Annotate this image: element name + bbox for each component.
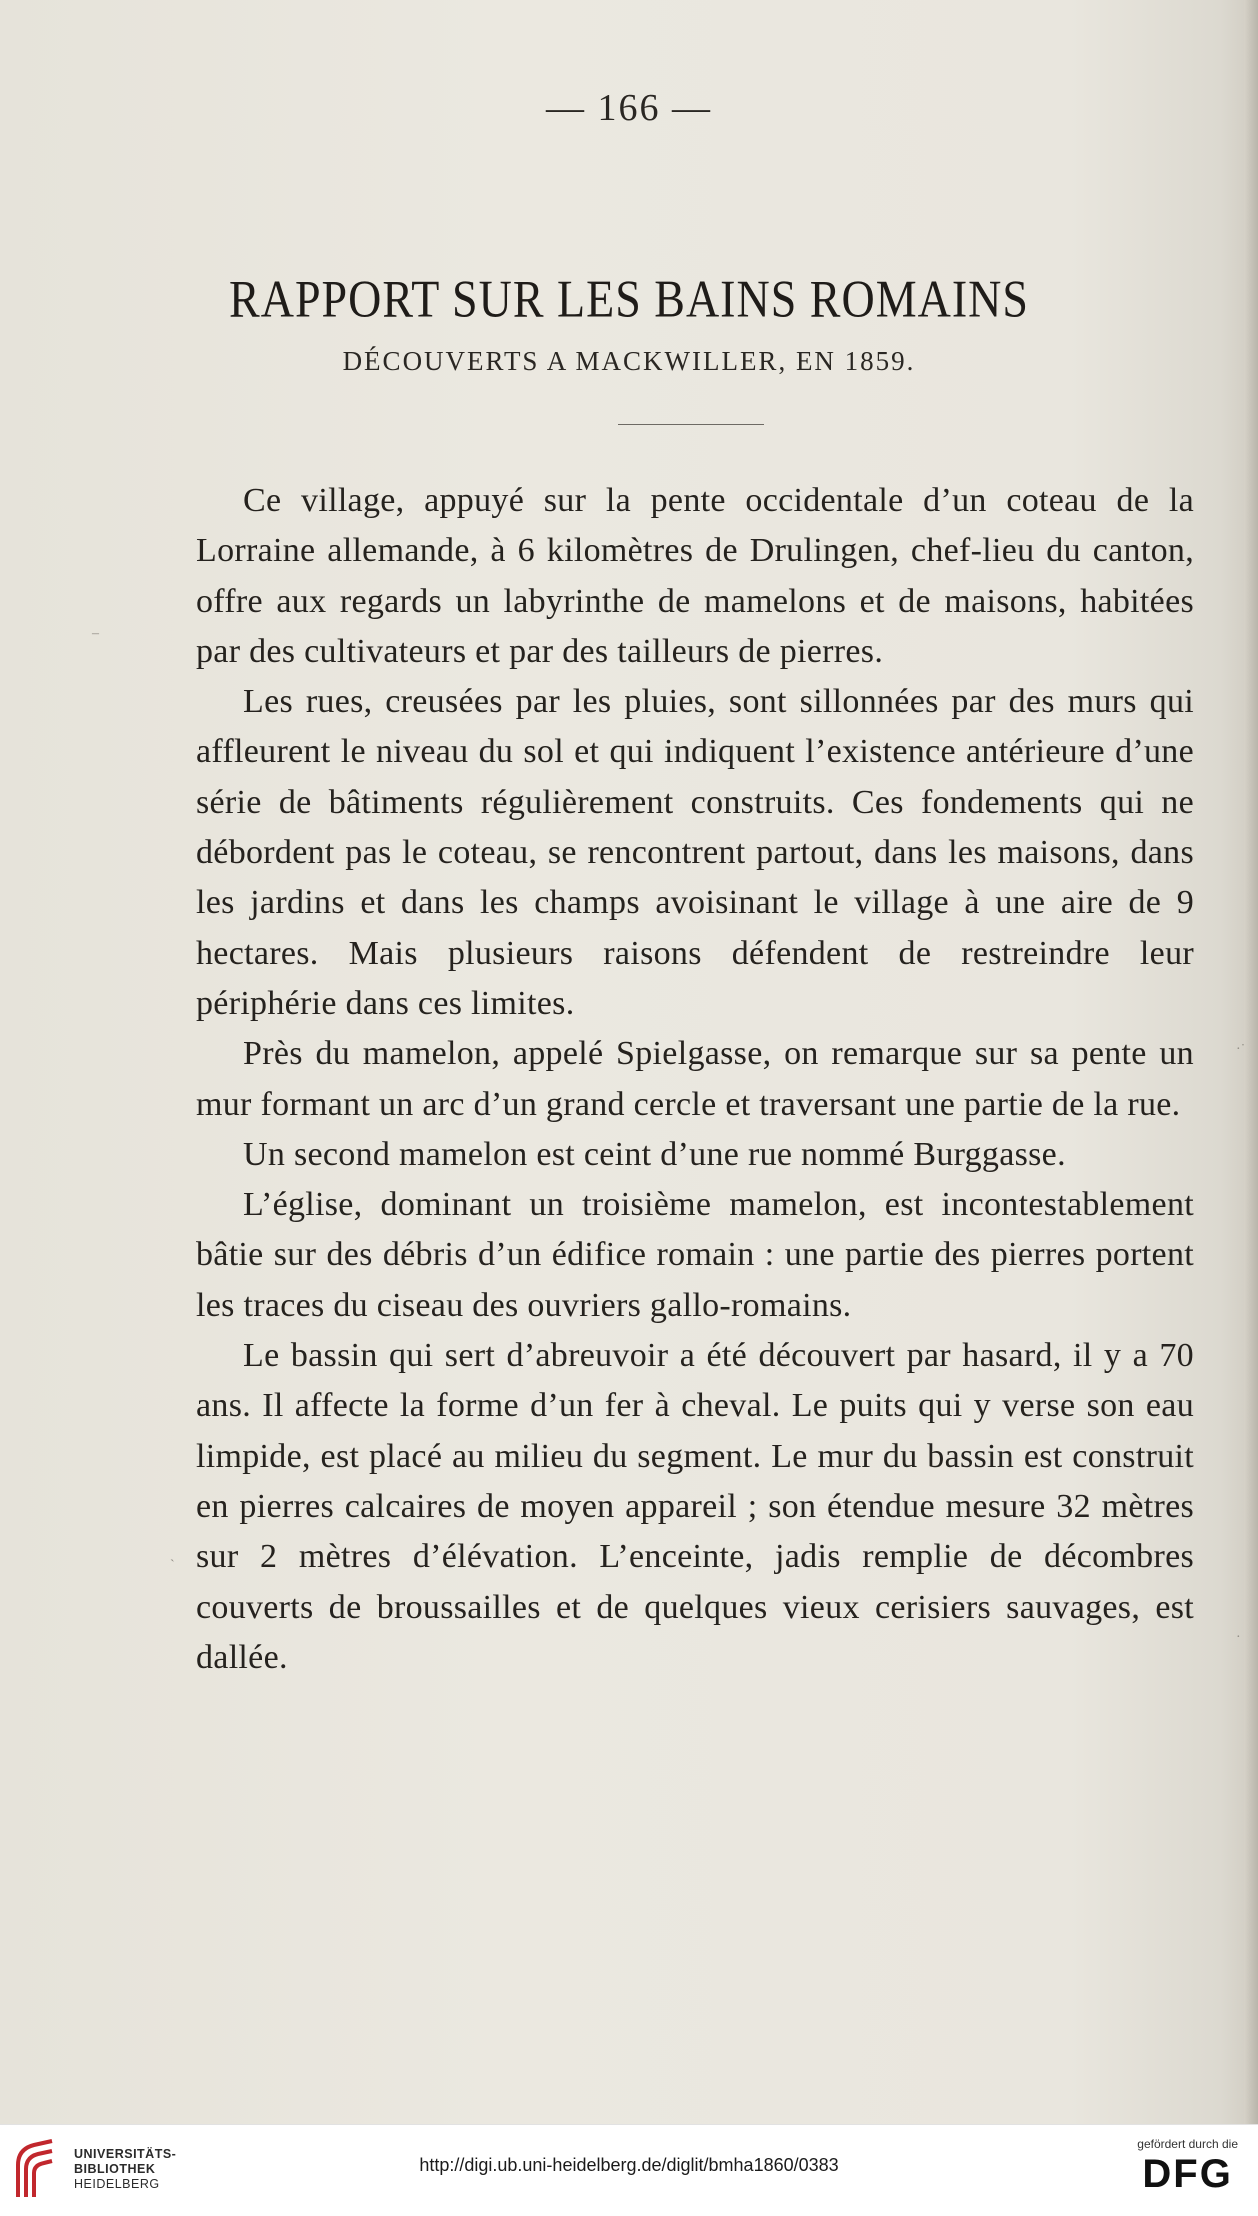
page-number: — 166 —: [546, 87, 712, 129]
institution-line: BIBLIOTHEK: [74, 2162, 156, 2176]
viewer-footer: [0, 2124, 1258, 2216]
dfg-logo: DFG: [1142, 2152, 1233, 2196]
margin-mark: –: [92, 626, 99, 641]
paragraph-6: Le bassin qui sert d’abreuvoir a été découvert par hasard, il y a 70 ans. Il affecte la forme d’un fer à cheval. Le puits qui y verse son eau limpide, est placé au milieu du segment. Le mur du bassin est construit en pierres calcaires de moyen appareil ; son étendue mesure 32 mètres sur 2 mètres d’élévation. L’enceinte, jadis remplie de décombres couverts de broussailles et de quelques vieux cerisiers sauvages, est dallée.: [196, 1337, 1194, 1676]
margin-mark: ·: [1236, 1630, 1241, 1645]
chapter-subtitle: DÉCOUVERTS A MACKWILLER, EN 1859.: [342, 346, 916, 376]
paragraph-4: Un second mamelon est ceint d’une rue nommé Burggasse.: [243, 1135, 1066, 1173]
permalink-url[interactable]: http://digi.ub.uni-heidelberg.de/diglit/bmha1860/0383: [419, 2155, 839, 2175]
chapter-title: RAPPORT SUR LES BAINS ROMAINS: [229, 269, 1029, 328]
title-divider: [618, 424, 764, 425]
funding-label: gefördert durch die: [1137, 2137, 1238, 2151]
paragraph-3: Près du mamelon, appelé Spielgasse, on remarque sur sa pente un mur formant un arc d’un grand cercle et traversant une partie de la rue.: [196, 1035, 1194, 1123]
institution-line: UNIVERSITÄTS-: [74, 2147, 177, 2161]
funding-credit: [1137, 2137, 1238, 2197]
margin-mark: ˋ: [170, 1558, 175, 1573]
paragraph-2: Les rues, creusées par les pluies, sont sillonnées par des murs qui affleurent le niveau du sol et qui indiquent l’existence antérieure d’une série de bâtiments régulièrement construits. Ces fondements qui ne débordent pas le coteau, se rencontrent partout, dans les maisons, dans les jardins et dans les champs avoisinant le village à une aire de 9 hectares. Mais plusieurs raisons défendent de restreindre leur périphérie dans ces limites.: [196, 683, 1194, 1022]
body-text: [196, 476, 1194, 1683]
margin-mark: ·˙: [1236, 1042, 1246, 1057]
paragraph-1: Ce village, appuyé sur la pente occidentale d’un coteau de la Lorraine allemande, à 6 kilomètres de Drulingen, chef-lieu du canton, offre aux regards un labyrinthe de mamelons et de maisons, habitées par des cultivateurs et par des tailleurs de pierres.: [196, 482, 1194, 670]
institution-line: HEIDELBERG: [74, 2177, 160, 2191]
paragraph-5: L’église, dominant un troisième mamelon, est incontestablement bâtie sur des débris d’un édifice romain : une partie des pierres portent les traces du ciseau des ouvriers gallo-romains.: [196, 1186, 1194, 1324]
